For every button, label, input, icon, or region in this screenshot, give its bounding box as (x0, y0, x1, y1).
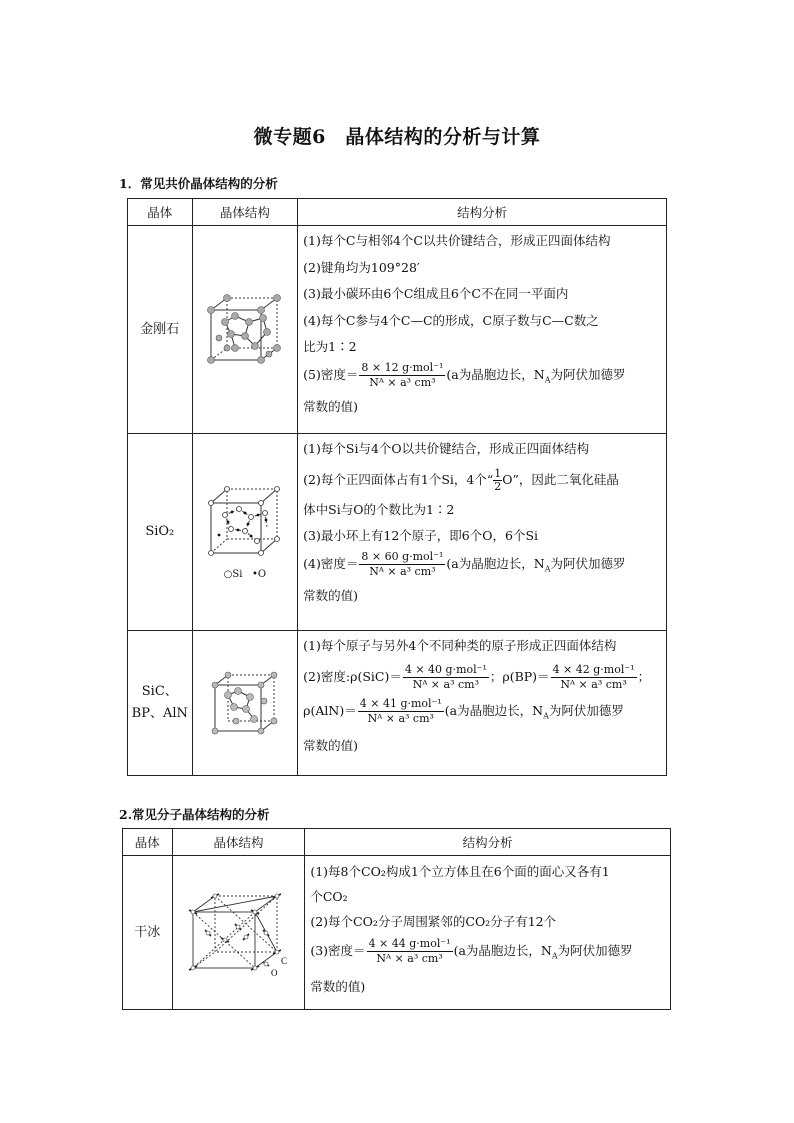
analysis-line: 个CO₂ (310, 889, 348, 904)
dry-ice-cell-diagram (183, 890, 293, 976)
diamond-cell-diagram (205, 294, 285, 366)
density-fraction-bp: $\frac{\text{4 × 42 g·mol⁻¹}}{\text{Nᴬ × a³ cm³}}$ (552, 662, 635, 691)
analysis-line: 常数的值) (303, 738, 359, 753)
crystal-name-dry-ice: 干冰 (123, 856, 173, 1010)
analysis-line: (4)每个C参与4个C—C的形成，C原子数与C—C数之 (303, 312, 599, 328)
sio2-analysis (298, 434, 667, 631)
analysis-line: 常数的值) (303, 587, 359, 603)
legend-si: ○Si (223, 568, 243, 580)
header-analysis: 结构分析 (298, 199, 667, 226)
half-fraction: $\frac{1}{2}$ (494, 466, 502, 493)
table-header-row (128, 199, 667, 226)
density-fraction: $\frac{\text{8 × 60 g·mol⁻¹}}{\text{Nᴬ × a³ cm³}}$ (361, 549, 444, 578)
table-row (128, 434, 667, 631)
sio2-legend (193, 569, 298, 580)
dry-ice-structure-image (172, 856, 305, 1010)
analysis-line: (2)每个CO₂分子周围紧邻的CO₂分子有12个 (310, 914, 557, 929)
analysis-line: (1)每个C与相邻4个C以共价键结合，形成正四面体结构 (303, 233, 611, 248)
sic-structure-image (192, 631, 298, 776)
density-fraction-aln: $\frac{\text{4 × 41 g·mol⁻¹}}{\text{Nᴬ × a³ cm³}}$ (359, 696, 442, 725)
analysis-line: (1)每个原子与另外4个不同种类的原子形成正四面体结构 (303, 638, 617, 653)
header-crystal: 晶体 (123, 829, 173, 856)
header-structure: 晶体结构 (192, 199, 298, 226)
section-heading-covalent: 1．常见共价晶体结构的分析 (119, 176, 278, 191)
analysis-line: (1)每8个CO₂构成1个立方体且在6个面的面心又各有1 (310, 864, 610, 879)
label-c: C (281, 955, 288, 966)
diamond-structure-image (192, 226, 298, 434)
analysis-line: 常数的值) (303, 398, 359, 414)
header-analysis: 结构分析 (305, 829, 671, 856)
header-crystal: 晶体 (128, 199, 193, 226)
page-title: 微专题6 晶体结构的分析与计算 (253, 126, 541, 148)
analysis-line: (2)每个正四面体占有1个Si，4个“ $\frac{1}{2}$ O”，因此二氧化硅晶 (303, 466, 619, 493)
molecular-crystal-table (122, 828, 671, 1010)
covalent-crystal-table (127, 198, 667, 776)
density-fraction: $\frac{\text{4 × 44 g·mol⁻¹}}{\text{Nᴬ × a³ cm³}}$ (368, 937, 451, 965)
sic-cell-diagram (210, 671, 280, 735)
analysis-line: (1)每个Si与4个O以共价键结合，形成正四面体结构 (303, 441, 590, 456)
analysis-line: (2)键角均为109°28′ (303, 259, 420, 275)
dry-ice-analysis (305, 856, 671, 1010)
section-heading-molecular: 2.常见分子晶体结构的分析 (119, 807, 270, 822)
crystal-name-sic-bp-aln: SiC、BP、AlN (128, 631, 193, 776)
table-row (123, 856, 671, 1010)
crystal-name-sio2: SiO₂ (128, 434, 193, 631)
crystal-name-diamond: 金刚石 (128, 226, 193, 434)
analysis-line: 常数的值) (310, 978, 366, 994)
sio2-structure-image (192, 434, 298, 631)
table-header-row (123, 829, 671, 856)
density-formula: (2)密度:ρ(SiC)＝ $\frac{\text{4 × 40 g·mol⁻¹}}{\text{Nᴬ × a³ cm³}}$ ；ρ(BP)＝ $\frac{\text{4 × 42 g·mol⁻¹}}{\text{Nᴬ × a³ cm³}}$ ； (303, 662, 651, 691)
table-row (128, 631, 667, 776)
label-o: O (271, 967, 278, 976)
table-row (128, 226, 667, 434)
sic-analysis (298, 631, 667, 776)
density-fraction: $\frac{\text{8 × 12 g·mol⁻¹}}{\text{Nᴬ × a³ cm³}}$ (361, 360, 444, 389)
analysis-line: 体中Si与O的个数比为1∶2 (303, 501, 455, 517)
density-formula: (5)密度＝ $\frac{\text{8 × 12 g·mol⁻¹}}{\text{Nᴬ × a³ cm³}}$ (a为晶胞边长，$N_A$为阿伏加德罗 (303, 360, 626, 389)
density-formula: ρ(AlN)＝ $\frac{\text{4 × 41 g·mol⁻¹}}{\text{Nᴬ × a³ cm³}}$ (a为晶胞边长，$N_A$为阿伏加德罗 (303, 696, 624, 725)
density-formula: (4)密度＝ $\frac{\text{8 × 60 g·mol⁻¹}}{\text{Nᴬ × a³ cm³}}$ (a为晶胞边长，$N_A$为阿伏加德罗 (303, 549, 626, 578)
density-fraction-sic: $\frac{\text{4 × 40 g·mol⁻¹}}{\text{Nᴬ × a³ cm³}}$ (404, 662, 487, 691)
analysis-line: (3)最小碳环由6个C组成且6个C不在同一平面内 (303, 286, 569, 301)
analysis-line: 比为1∶2 (303, 339, 357, 354)
diamond-analysis (298, 226, 667, 434)
legend-o: •O (251, 568, 267, 580)
sio2-cell-diagram (205, 485, 285, 567)
analysis-line: (3)最小环上有12个原子，即6个O，6个Si (303, 528, 538, 543)
header-structure: 晶体结构 (172, 829, 305, 856)
density-formula: (3)密度＝ $\frac{\text{4 × 44 g·mol⁻¹}}{\text{Nᴬ × a³ cm³}}$ (a为晶胞边长，$N_A$为阿伏加德罗 (310, 937, 633, 965)
